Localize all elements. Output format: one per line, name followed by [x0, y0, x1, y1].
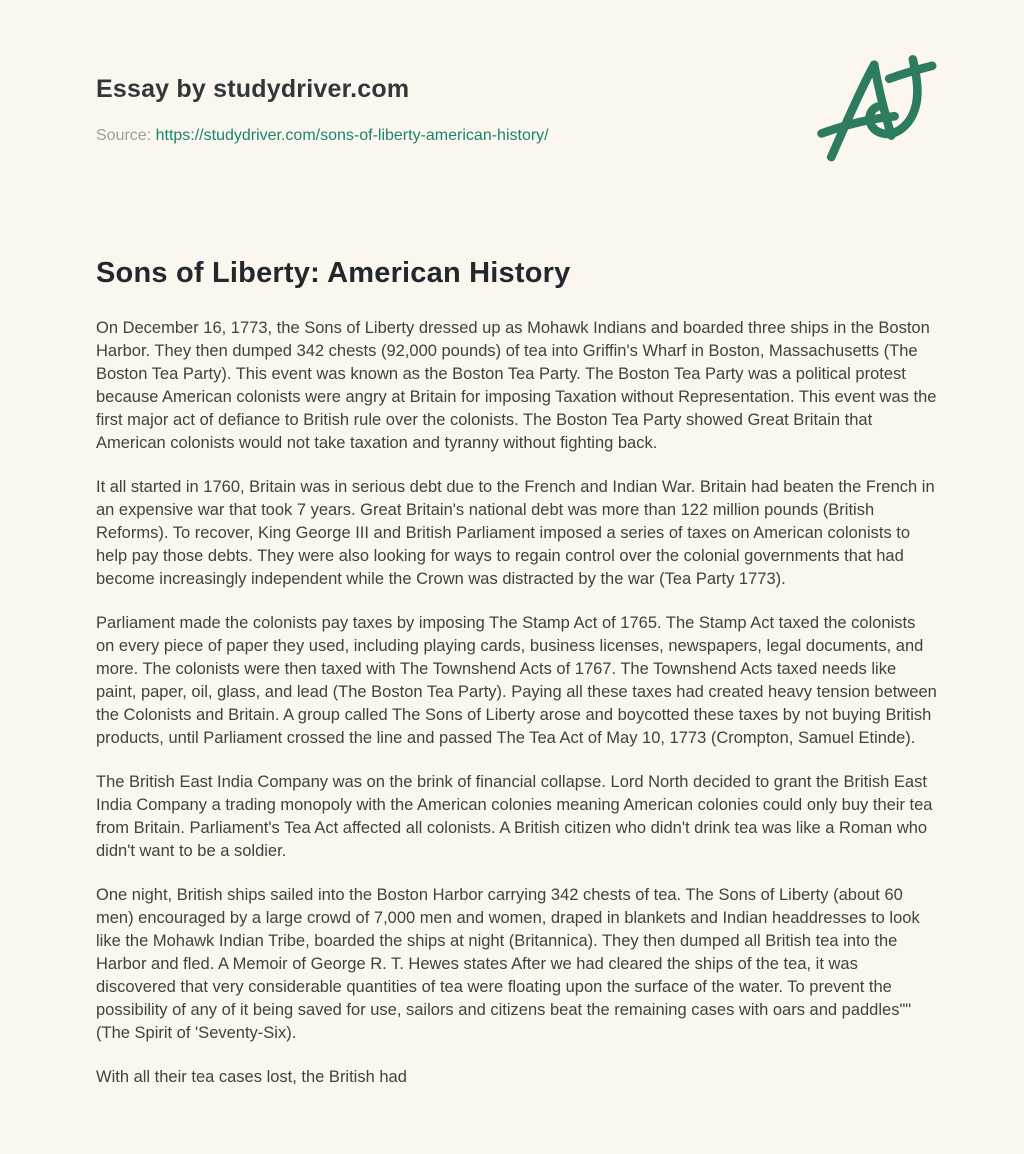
page-title: Essay by studydriver.com	[96, 75, 410, 103]
essay-paragraph-6-partial: With all their tea cases lost, the British had	[96, 1068, 407, 1086]
studydriver-a-plus-logo-icon	[816, 54, 956, 170]
logo-plus-crossbar	[889, 66, 932, 79]
essay-body	[96, 317, 938, 1089]
essay-paragraph-3: Parliament made the colonists pay taxes by imposing The Stamp Act of 1765. The Stamp Act taxed the colonists on every piece of paper they used, including playing cards, business licenses, newspapers, legal documents, and more. The colonists were then taxed with The Townshend Acts of 1767. The Townshend Acts taxed needs like paint, paper, oil, glass, and lead (The Boston Tea Party). Paying all these taxes had created heavy tension between the Colonists and Britain. A group called The Sons of Liberty arose and boycotted these taxes by not buying British products, until Parliament crossed the line and passed The Tea Act of May 10, 1773 (Crompton, Samuel Etinde).	[96, 614, 937, 747]
source-label: Source:	[96, 127, 152, 144]
essay-title: Sons of Liberty: American History	[96, 257, 571, 289]
source-link[interactable]: https://studydriver.com/sons-of-liberty-american-history/	[155, 127, 549, 144]
essay-paragraph-2: It all started in 1760, Britain was in serious debt due to the French and Indian War. Britain had beaten the French in an expensive war that took 7 years. Great Britain's national debt was more than 122 million pounds (British Reforms). To recover, King George III and British Parliament imposed a series of taxes on American colonists to help pay those debts. They were also looking for ways to regain control over the colonial governments that had become increasingly independent while the Crown was distracted by the war (Tea Party 1773).	[96, 478, 935, 588]
essay-paragraph-1: On December 16, 1773, the Sons of Liberty dressed up as Mohawk Indians and boarded three ships in the Boston Harbor. They then dumped 342 chests (92,000 pounds) of tea into Griffin's Wharf in Boston, Massachusetts (The Boston Tea Party). This event was known as the Boston Tea Party. The Boston Tea Party was a political protest because American colonists were angry at Britain for imposing Taxation without Representation. This event was the first major act of defiance to British rule over the colonists. The Boston Tea Party showed Great Britain that American colonists would not take taxation and tyranny without fighting back.	[96, 319, 937, 452]
essay-paragraph-5: One night, British ships sailed into the Boston Harbor carrying 342 chests of tea. The Sons of Liberty (about 60 men) encouraged by a large crowd of 7,000 men and women, draped in blankets and Indian headdresses to look like the Mohawk Indian Tribe, boarded the ships at night (Britannica). They then dumped all British tea into the Harbor and fled. A Memoir of George R. T. Hewes states After we had cleared the ships of the tea, it was discovered that very considerable quantities of tea were floating upon the surface of the water. To prevent the possibility of any of it being saved for use, sailors and citizens beat the remaining cases with oars and paddles"" (The Spirit of 'Seventy-Six).	[96, 886, 920, 1042]
essay-paragraph-4: The British East India Company was on the brink of financial collapse. Lord North decided to grant the British East India Company a trading monopoly with the American colonies meaning American colonies could only buy their tea from Britain. Parliament's Tea Act affected all colonists. A British citizen who didn't drink tea was like a Roman who didn't want to be a soldier.	[96, 773, 933, 860]
